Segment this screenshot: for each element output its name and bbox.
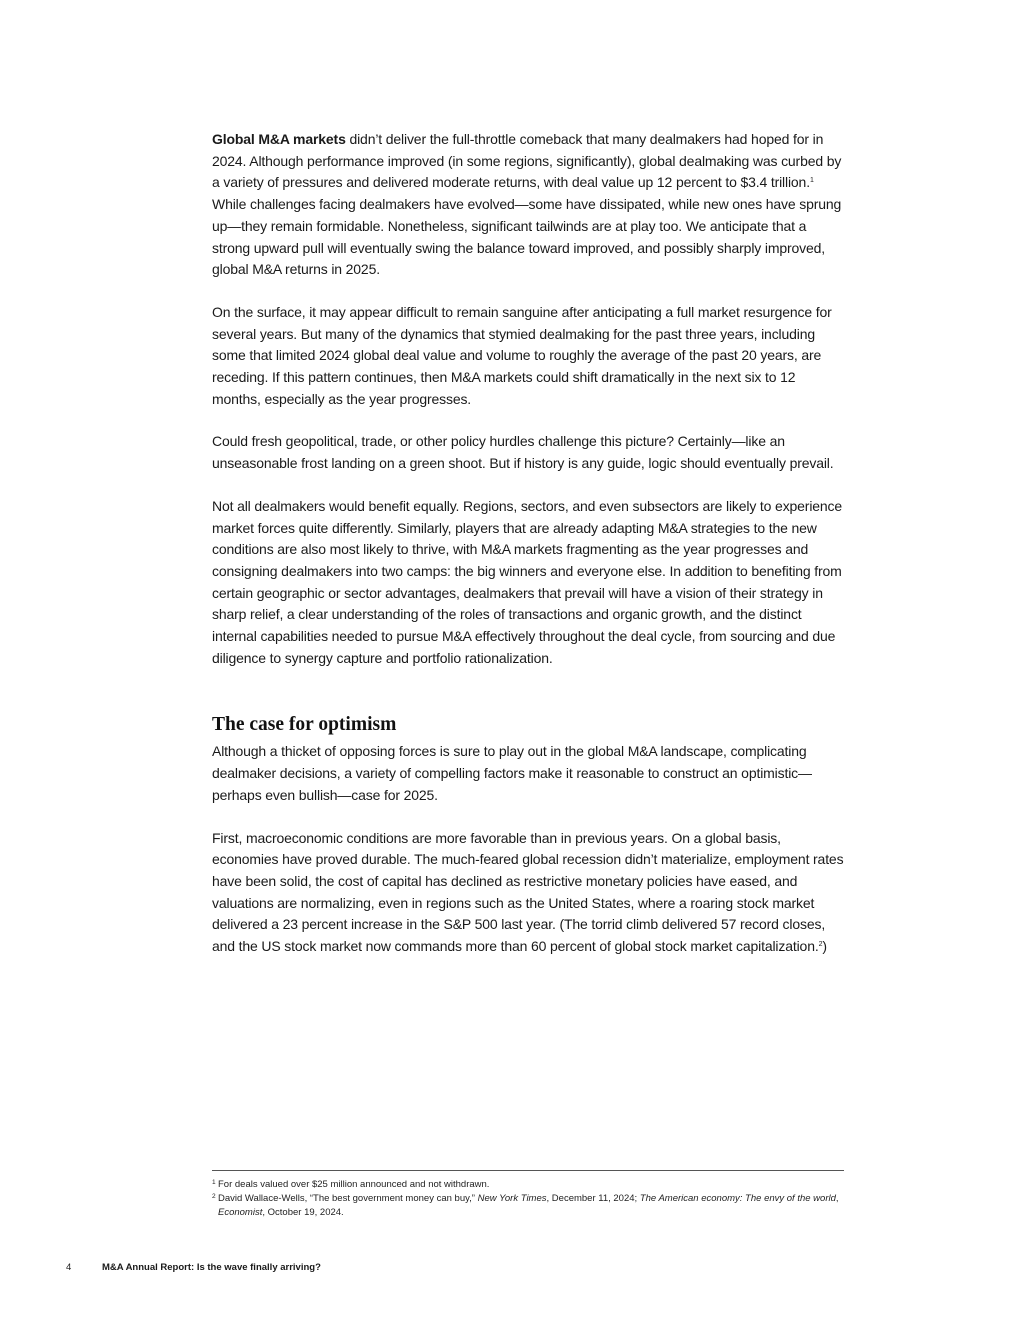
lead-phrase: Global M&A markets: [212, 131, 346, 147]
footnotes: [212, 1170, 844, 1220]
footnote-text: For deals valued over $25 million announced and not withdrawn.: [218, 1179, 490, 1190]
footnote-2: [212, 1192, 844, 1220]
footnote-number: 2: [212, 1193, 216, 1200]
footnote-ref-1: 1: [809, 177, 814, 185]
article-body: [212, 129, 844, 979]
publication-name: Economist: [218, 1207, 263, 1218]
section-paragraph-1: Although a thicket of opposing forces is sure to play out in the global M&A landscape, complicating dealmaker decisions, a variety of compelling factors make it reasonable to construct an optimistic—perhaps even bullish—case for 2025.: [212, 743, 812, 803]
footnote-text-part: David Wallace-Wells, “The best government money can buy,”: [218, 1193, 478, 1204]
report-title: M&A Annual Report: Is the wave finally arriving?: [102, 1262, 321, 1273]
footnote-text-part: ,: [835, 1193, 839, 1204]
intro-paragraph-3: Could fresh geopolitical, trade, or other policy hurdles challenge this picture? Certainly—like an unseasonable frost landing on a green shoot. But if history is any guide, logic should eventually prevail.: [212, 433, 834, 472]
publication-name: New York Times: [477, 1193, 547, 1204]
section-paragraph-2: [212, 828, 844, 958]
section-paragraph-2-text-a: First, macroeconomic conditions are more favorable than in previous years. On a global basis, economies have proved durable. The much-feared global recession didn’t materialize, employment rates have been solid, the cost of capital has declined as restrictive monetary policies have eased, and valuations are normalizing, even in regions such as the United States, where a roaring stock market delivered a 23 percent increase in the S&P 500 last year. (The torrid climb delivered 57 record closes, and the US stock market now commands more than 60 percent of global stock market capitalization.: [212, 829, 844, 955]
section-paragraph-2-text-b: ): [822, 938, 827, 955]
section-heading: The case for optimism: [212, 714, 397, 736]
footnote-number: 1: [212, 1179, 216, 1186]
intro-paragraph-1-text-a: didn’t deliver the full-throttle comeback that many dealmakers had hoped for in 2024. Although performance improved (in some regions, significantly), global dealmaking was curbed by a variety of pressures and delivered moderate returns, with deal value up 12 percent to $3.4 trillion.: [212, 131, 842, 191]
intro-paragraph-4: Not all dealmakers would benefit equally. Regions, sectors, and even subsectors are likely to experience market forces quite differently. Similarly, players that are already adapting M&A strategies to the new conditions are also most likely to thrive, with M&A markets fragmenting as the year progresses and consigning dealmakers into two camps: the big winners and everyone else. In addition to benefiting from certain geographic or sector advantages, dealmakers that prevail will have a vision of their strategy in sharp relief, a clear understanding of the roles of transactions and organic growth, and the distinct internal capabilities needed to pursue M&A effectively throughout the deal cycle, from sourcing and due diligence to synergy capture and portfolio rationalization.: [212, 497, 843, 666]
intro-paragraph-1: [212, 129, 844, 281]
footnote-text-part: , December 11, 2024;: [546, 1193, 640, 1204]
footnote-text: [218, 1192, 844, 1220]
article-title: The American economy: The envy of the world: [639, 1193, 836, 1204]
page-number: 4: [66, 1262, 72, 1273]
intro-paragraph-1-text-b: While challenges facing dealmakers have evolved—some have dissipated, while new ones have sprung up—they remain formidable. Nonetheless, significant tailwinds are at play too. We anticipate that a strong upward pull will eventually swing the balance toward improved, and possibly sharply improved, global M&A returns in 2025.: [212, 196, 842, 278]
intro-paragraph-2: On the surface, it may appear difficult to remain sanguine after anticipating a full market resurgence for several years. But many of the dynamics that stymied dealmaking for the past three years, including some that limited 2024 global deal value and volume to roughly the average of the past 20 years, are receding. If this pattern continues, then M&A markets could shift dramatically in the next six to 12 months, especially as the year progresses.: [212, 303, 832, 407]
footnote-text-part: , October 19, 2024.: [262, 1207, 344, 1218]
footnote-ref-2: 2: [818, 941, 823, 949]
footnote-1: [212, 1178, 844, 1192]
